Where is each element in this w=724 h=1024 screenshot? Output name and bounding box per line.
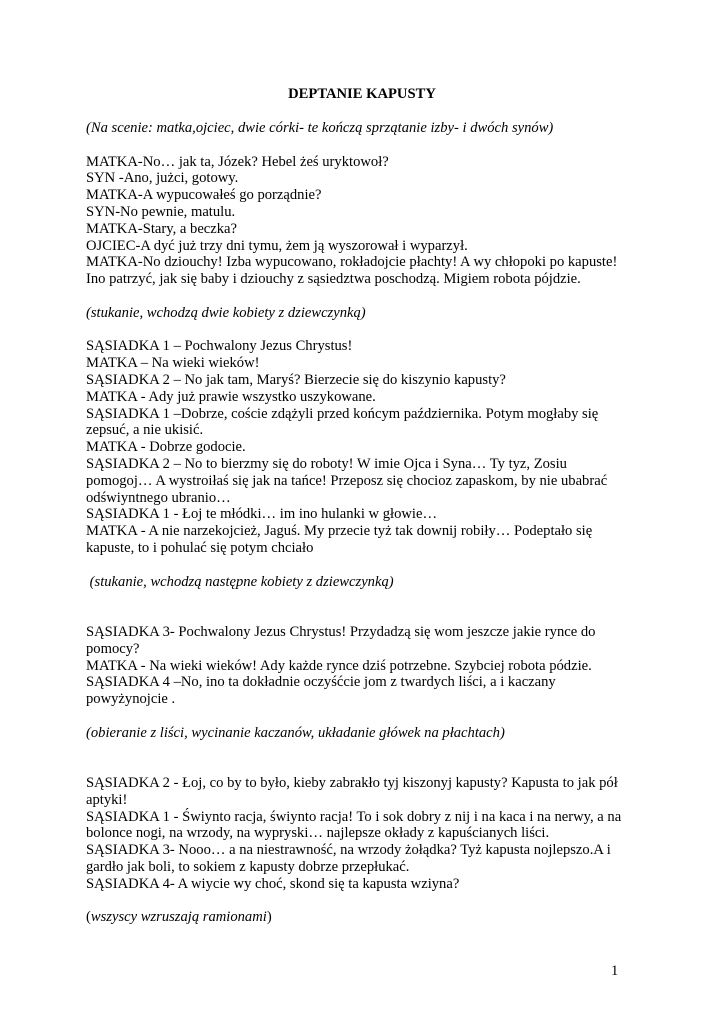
dialogue-line: SĄSIADKA 2 – No jak tam, Maryś? Bierzecie się do kiszynio kapusty?: [86, 371, 506, 388]
dialogue-line: powyżynojcie .: [86, 691, 176, 708]
dialogue-line: SĄSIADKA 1 –Dobrze, coście zdążyli przed końcym października. Potym mogłaby się: [86, 405, 599, 422]
dialogue-line: SYN -Ano, jużci, gotowy.: [86, 170, 239, 187]
document-title: DEPTANIE KAPUSTY: [288, 86, 436, 102]
dialogue-line: MATKA-A wypucowałeś go porządnie?: [86, 187, 322, 204]
dialogue-line: MATKA – Na wieki wieków!: [86, 355, 260, 372]
dialogue-line: bolonce nogi, na wrzody, na wypryski… najlepsze okłady z kapuścianych liści.: [86, 825, 550, 842]
dialogue-line: SĄSIADKA 3- Pochwalony Jezus Chrystus! Przydadzą się wom jeszcze jakie rynce do: [86, 623, 596, 640]
dialogue-line: MATKA - A nie narzekojcież, Jaguś. My przecie tyż tak downij robiły… Podeptało się: [86, 523, 593, 540]
dialogue-line: gardło jak boli, to sokiem z kapusty dobrze przepłukać.: [86, 859, 410, 876]
paren-open: (: [86, 909, 91, 926]
dialogue-line: SĄSIADKA 2 – No to bierzmy się do roboty! W imie Ojca i Syna… Ty tyz, Zosiu: [86, 455, 567, 472]
spacer: [86, 590, 646, 624]
paren-close: ): [266, 909, 272, 926]
dialogue-line: SĄSIADKA 1 - Łoj te młódki… im ino hulanki w głowie…: [86, 506, 438, 523]
dialogue-line: aptyki!: [86, 791, 128, 808]
stage-direction-text: wszyscy wzruszają ramionami: [90, 909, 267, 926]
spacer: [86, 288, 646, 305]
dialogue-line: SĄSIADKA 1 – Pochwalony Jezus Chrystus!: [86, 338, 353, 355]
dialogue-line: MATKA-No dziouchy! Izba wypucowano, rokładojcie płachty! A wy chłopoki po kapuste!: [86, 254, 618, 271]
stage-direction: (Na scenie: matka,ojciec, dwie córki- te kończą sprzątanie izby- i dwóch synów): [86, 120, 554, 136]
dialogue-line: MATKA - Ady już prawie wszystko uszykowane.: [86, 388, 376, 405]
dialogue-line: SĄSIADKA 4- A wiycie wy choć, skond się ta kapusta wziyna?: [86, 875, 460, 892]
stage-direction: (stukanie, wchodzą dwie kobiety z dziewczynką): [86, 304, 366, 321]
dialogue-line: SĄSIADKA 1 - Świynto racja, świynto racja! To i sok dobry z nij i na kaca i na nerwy, a na: [86, 808, 622, 825]
dialogue-line: Ino patrzyć, jak się baby i dziouchy z sąsiedztwa poschodzą. Migiem robota pójdzie.: [86, 271, 581, 288]
stage-direction: (obieranie z liści, wycinanie kaczanów, układanie główek na płachtach): [86, 724, 505, 741]
spacer: [86, 322, 646, 339]
spacer: [86, 708, 646, 725]
dialogue-line: SĄSIADKA 3- Nooo… a na niestrawność, na wrzody żołądka? Tyż kapusta nojlepszo.A i: [86, 842, 611, 859]
dialogue-line: pomogoj… A wystroiłaś się jak na tańce! Przeposz się chocioz zapaskom, by nie ubabrać: [86, 472, 608, 489]
spacer: [86, 137, 646, 154]
dialogue-line: MATKA-Stary, a beczka?: [86, 220, 238, 237]
dialogue-line: MATKA-No… jak ta, Józek? Hebel żeś uryktowoł?: [86, 153, 389, 170]
spacer: [86, 893, 646, 910]
dialogue-line: SYN-No pewnie, matulu.: [86, 203, 236, 220]
spacer: [86, 741, 646, 775]
dialogue-line: MATKA - Na wieki wieków! Ady każde rynce dziś potrzebne. Szybciej robota pódzie.: [86, 657, 592, 674]
stage-direction-final: [86, 909, 646, 926]
dialogue-line: OJCIEC-A dyć już trzy dni tymu, żem ją wyszorował i wyparzył.: [86, 237, 468, 254]
document-body: [86, 120, 646, 926]
dialogue-line: SĄSIADKA 2 - Łoj, co by to było, kieby zabrakło tyj kiszonyj kapusty? Kapusta to jak pół: [86, 775, 618, 792]
page-number: 1: [611, 963, 619, 979]
dialogue-line: kapuste, to i pohulać się potym chciało: [86, 539, 314, 556]
dialogue-line: MATKA - Dobrze godocie.: [86, 439, 246, 456]
stage-direction: (stukanie, wchodzą następne kobiety z dziewczynką): [86, 573, 394, 590]
dialogue-line: zepsuć, a nie ukisić.: [86, 422, 204, 439]
spacer: [86, 557, 646, 574]
dialogue-line: SĄSIADKA 4 –No, ino ta dokładnie oczyśćcie jom z twardych liści, a i kaczany: [86, 674, 556, 691]
dialogue-line: pomocy?: [86, 640, 140, 657]
dialogue-line: odświyntnego ubranio…: [86, 489, 231, 506]
